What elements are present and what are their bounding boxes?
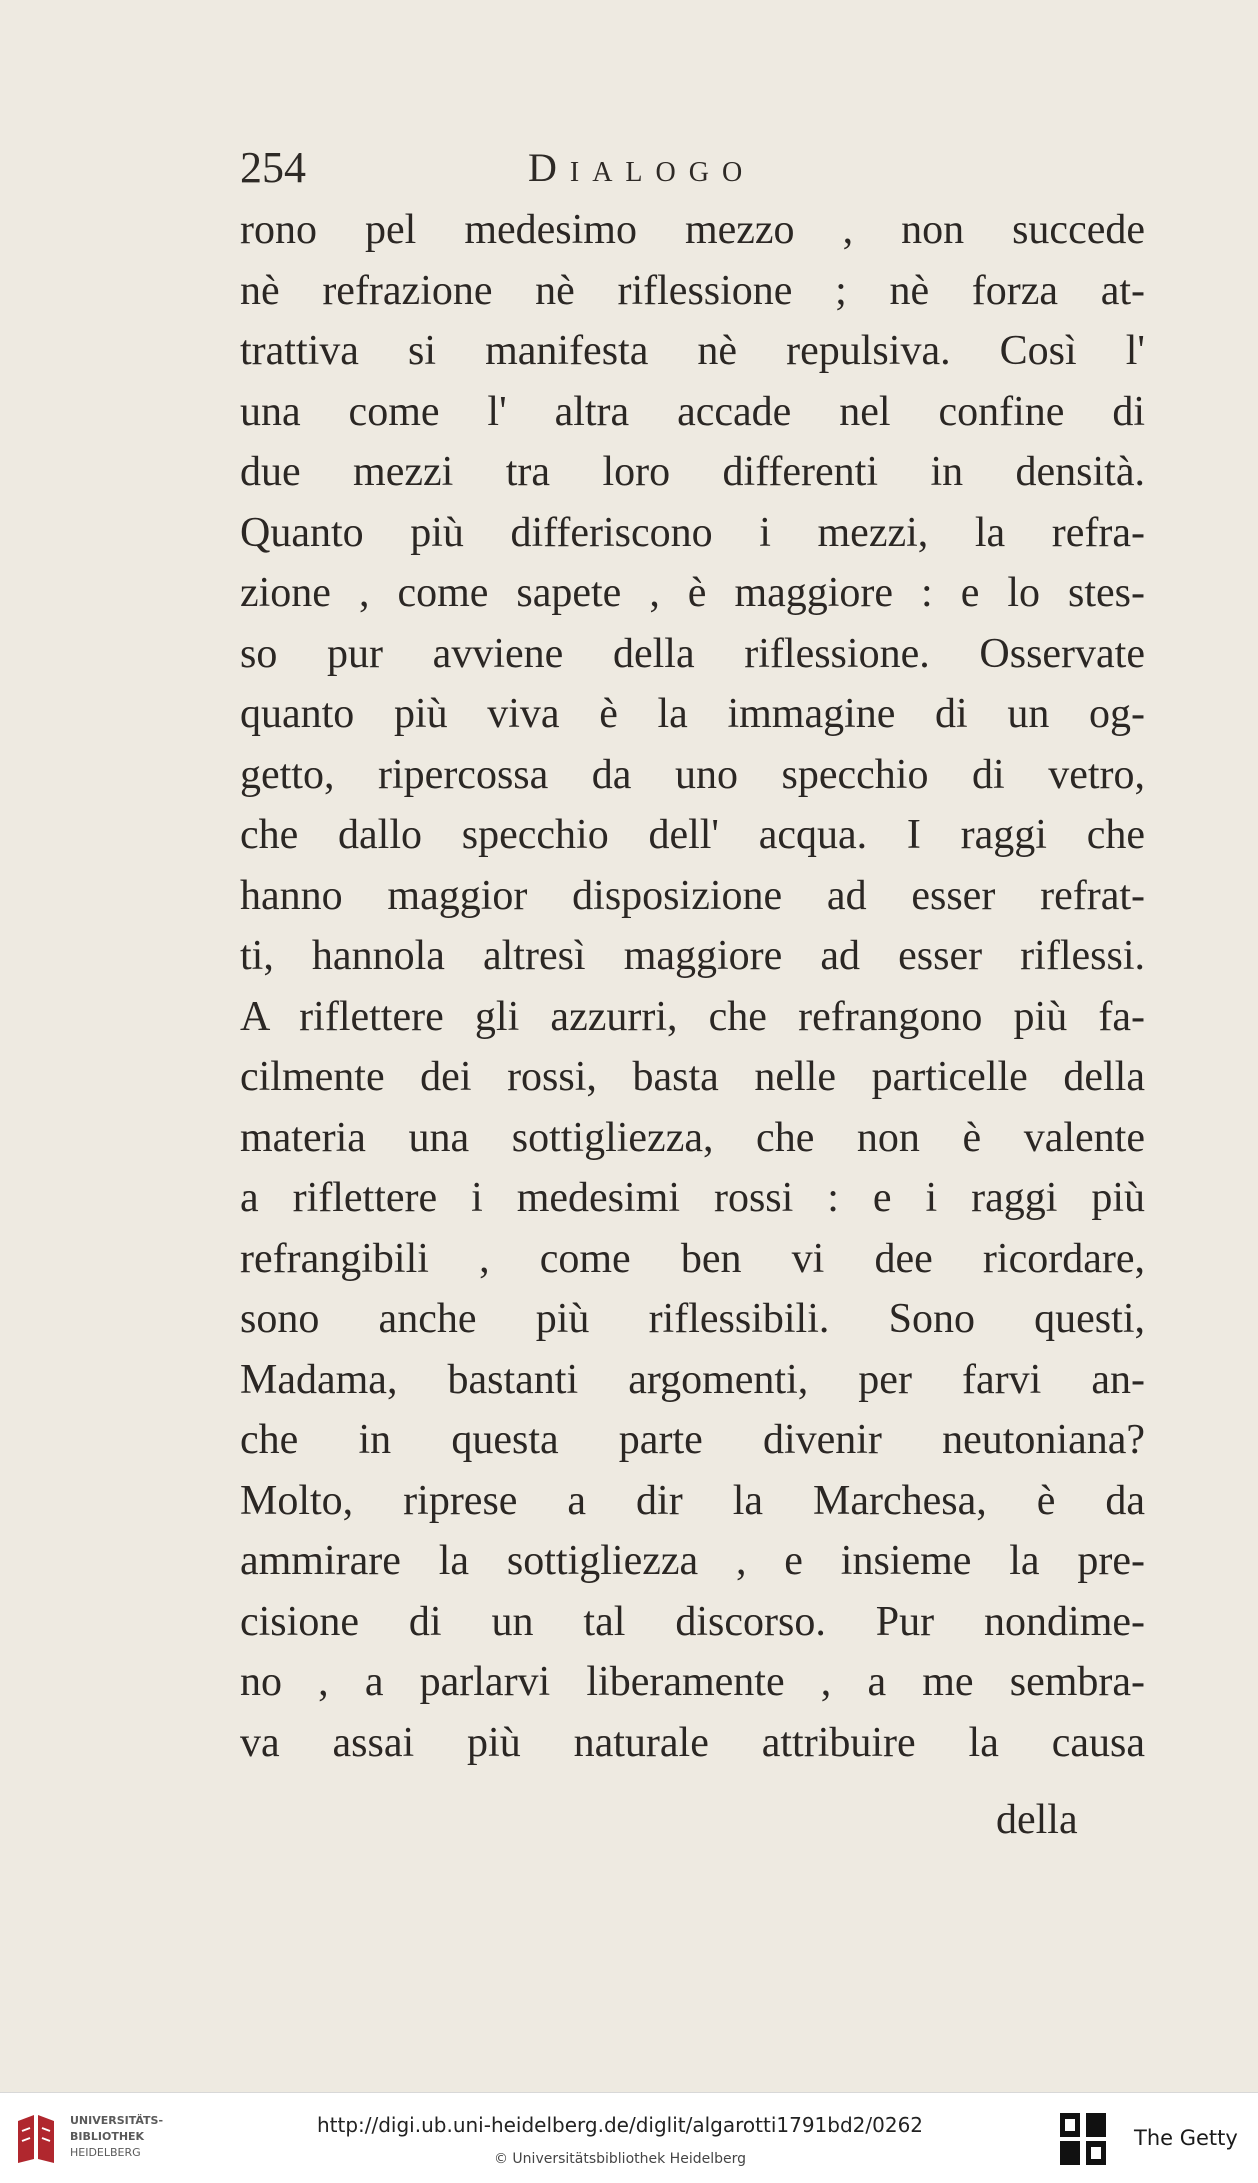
institution-line: UNIVERSITÄTS- xyxy=(70,2114,164,2127)
footer-bar xyxy=(0,2092,1258,2183)
text-line: ammirare la sottigliezza , e insieme la pre- xyxy=(240,1538,1145,1584)
text-line: due mezzi tra loro differenti in densità. xyxy=(240,449,1145,495)
getty-logo-icon[interactable] xyxy=(1058,2111,1108,2167)
text-line: ti, hannola altresì maggiore ad esser riflessi. xyxy=(240,933,1145,979)
text-line: refrangibili , come ben vi dee ricordare, xyxy=(240,1235,1145,1282)
text-line: Molto, riprese a dir la Marchesa, è da xyxy=(240,1477,1145,1524)
text-line: trattiva si manifesta nè repulsiva. Così l' xyxy=(240,328,1145,374)
text-line: cilmente dei rossi, basta nelle particelle della xyxy=(240,1054,1145,1100)
body-text xyxy=(240,200,1145,1773)
text-line: hanno maggior disposizione ad esser refrat- xyxy=(240,872,1145,919)
page-number: 254 xyxy=(240,143,306,192)
text-line: getto, ripercossa da uno specchio di vetro, xyxy=(240,751,1145,798)
institution-line: HEIDELBERG xyxy=(70,2146,141,2159)
heidelberg-university-library-logo-icon[interactable] xyxy=(12,2111,60,2167)
text-line: una come l' altra accade nel confine di xyxy=(240,388,1145,435)
text-line: cisione di un tal discorso. Pur nondime- xyxy=(240,1598,1145,1645)
institution-name xyxy=(70,2113,220,2161)
text-line: che dallo specchio dell' acqua. I raggi che xyxy=(240,812,1145,858)
text-line: no , a parlarvi liberamente , a me sembra- xyxy=(240,1659,1145,1705)
text-line: quanto più viva è la immagine di un og- xyxy=(240,691,1145,737)
text-line: so pur avviene della riflessione. Osservate xyxy=(240,630,1145,677)
text-line: rono pel medesimo mezzo , non succede xyxy=(240,207,1145,253)
text-line: che in questa parte divenir neutoniana? xyxy=(240,1417,1145,1463)
permalink-url[interactable]: http://digi.ub.uni-heidelberg.de/diglit/algarotti1791bd2/0262 xyxy=(316,2113,924,2137)
copyright-notice: © Universitätsbibliothek Heidelberg xyxy=(493,2151,746,2167)
text-line: a riflettere i medesimi rossi : e i raggi più xyxy=(240,1175,1145,1221)
text-line: Quanto più differiscono i mezzi, la refra- xyxy=(240,509,1145,556)
institution-line: BIBLIOTHEK xyxy=(70,2130,145,2143)
partner-name: The Getty xyxy=(1134,2126,1238,2150)
text-line: zione , come sapete , è maggiore : e lo stes- xyxy=(240,570,1145,616)
catchword: della xyxy=(996,1797,1078,1843)
text-line: materia una sottigliezza, che non è valente xyxy=(240,1114,1145,1161)
running-head: Dialogo xyxy=(528,145,756,190)
text-line: Madama, bastanti argomenti, per farvi an- xyxy=(240,1356,1145,1403)
page-header xyxy=(240,138,1180,198)
text-line: va assai più naturale attribuire la causa xyxy=(240,1719,1145,1766)
text-line: A riflettere gli azzurri, che refrangono più fa- xyxy=(240,993,1145,1040)
text-line: nè refrazione nè riflessione ; nè forza at- xyxy=(240,267,1145,314)
text-line: sono anche più riflessibili. Sono questi, xyxy=(240,1296,1145,1342)
